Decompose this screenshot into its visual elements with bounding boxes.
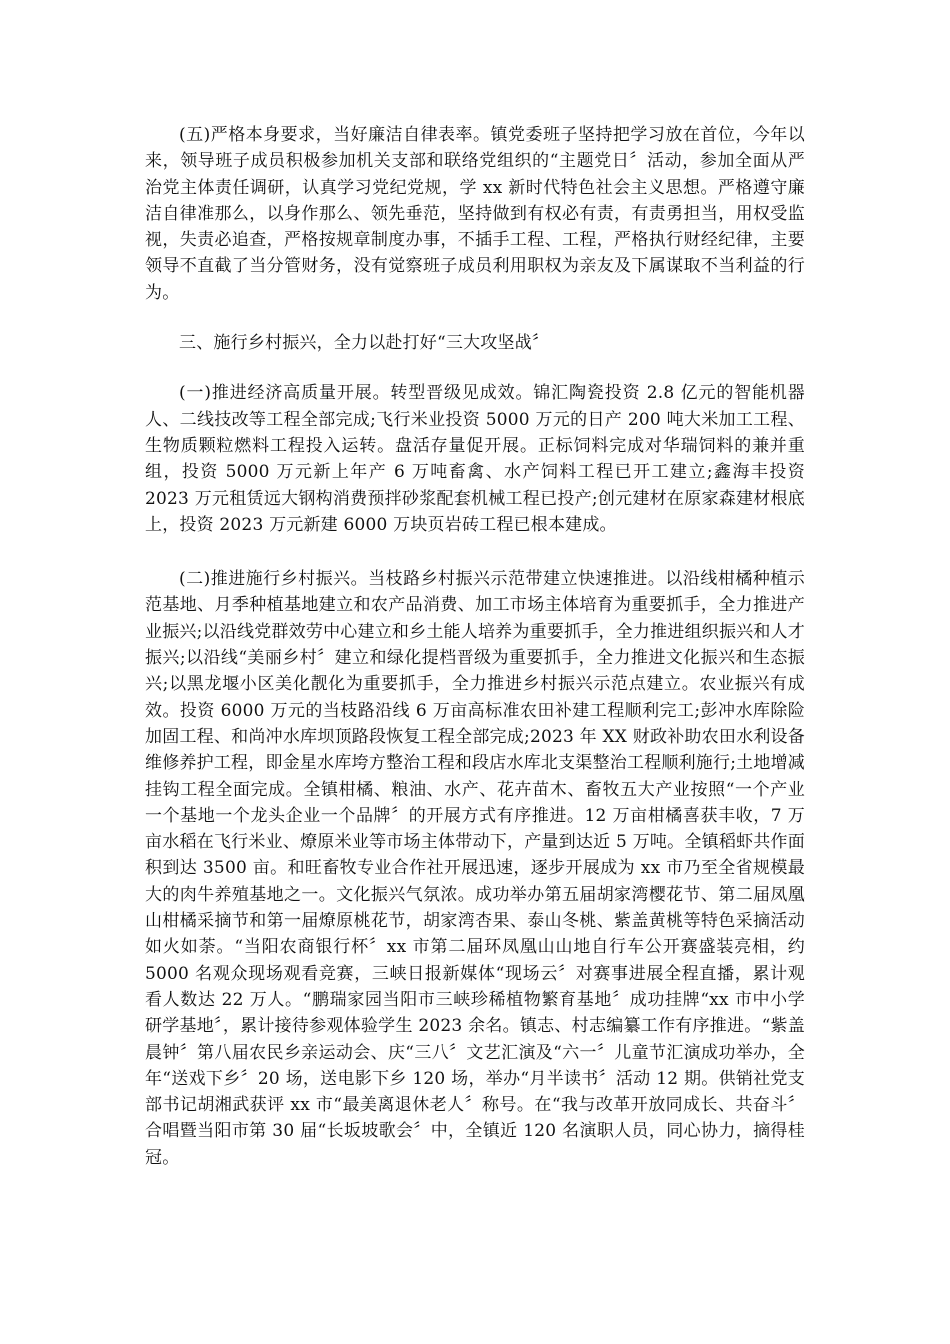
paragraph-rural-revitalization: (二)推进施行乡村振兴。当枝路乡村振兴示范带建立快速推进。以沿线柑橘种植示范基地、月季种植基地建立和农产品消费、加工市场主体培育为重要抓手，全力推进产业振兴;以沿线党群效劳中心建立和乡土能人培养为重要抓手，全力推进组织振兴和人才振兴;以沿线“美丽乡村〞建立和绿化提档晋级为重要抓手，全力推进文化振兴和生态振兴;以黑龙堰小区美化靓化为重要抓手，全力推进乡村振兴示范点建立。农业振兴有成效。投资 6000 万元的当枝路沿线 6 万亩高标准农田补建工程顺利完工;彭冲水库除险加固工程、和尚冲水库坝顶路段恢复工程全部完成;2023 年 XX 财政补助农田水利设备维修养护工程，即金星水库垮方整治工程和段店水库北支渠整治工程顺利施行;土地增减挂钩工程全面完成。全镇柑橘、粮油、水产、花卉苗木、畜牧五大产业按照“一个产业一个基地一个龙头企业一个品牌〞的开展方式有序推进。12 万亩柑橘喜获丰收，7 万亩水稻在飞行米业、燎原米业等市场主体带动下，产量到达近 5 万吨。全镇稻虾共作面积到达 3500 亩。和旺畜牧专业合作社开展迅速，逐步开展成为 xx 市乃至全省规模最大的肉牛养殖基地之一。文化振兴气氛浓。成功举办第五届胡家湾樱花节、第二届凤凰山柑橘采摘节和第一届燎原桃花节，胡家湾杏果、泰山冬桃、紫盖黄桃等特色采摘活动如火如荼。“当阳农商银行杯〞xx 市第二届环凤凰山山地自行车公开赛盛装亮相，约 5000 名观众现场观看竞赛，三峡日报新媒体“现场云〞对赛事进展全程直播，累计观看人数达 22 万人。“鹏瑞家园当阳市三峡珍稀植物繁育基地〞成功挂牌“xx 市中小学研学基地〞，累计接待参观体验学生 2023 余名。镇志、村志编纂工作有序推进。“紫盖晨钟〞第八届农民乡亲运动会、庆“三八〞文艺汇演及“六一〞儿童节汇演成功举办，全年“送戏下乡〞20 场，送电影下乡 120 场，举办“月半读书〞活动 12 期。供销社党支部书记胡湘武获评 xx 市“最美离退休老人〞称号。在“我与改革开放同成长、共奋斗〞合唱暨当阳市第 30 届“长坂坡歌会〞中，全镇近 120 名演职人员，同心协力，摘得桂冠。: [145, 569, 805, 1168]
document-body: [145, 122, 805, 1171]
paragraph-integrity: (五)严格本身要求，当好廉洁自律表率。镇党委班子坚持把学习放在首位，今年以来，领导班子成员积极参加机关支部和联络党组织的“主题党日〞活动，参加全面从严治党主体责任调研，认真学习党纪党规，学 xx 新时代特色社会主义思想。严格遵守廉洁自律准那么，以身作那么、领先垂范，坚持做到有权必有责，有责勇担当，用权受监视，失责必追查，严格按规章制度办事，不插手工程、工程，严格执行财经纪律，主要领导不直截了当分管财务，没有觉察班子成员利用职权为亲友及下属谋取不当利益的行为。: [145, 125, 805, 303]
paragraph-spacer: [145, 538, 805, 566]
paragraph-spacer: [145, 306, 805, 330]
paragraph-economy: (一)推进经济高质量开展。转型晋级见成效。锦汇陶瓷投资 2.8 亿元的智能机器人、二线技改等工程全部完成;飞行米业投资 5000 万元的日产 200 吨大米加工工程、生物质颗粒燃料工程投入运转。盘活存量促开展。正标饲料完成对华瑞饲料的兼并重组，投资 5000 万元新上年产 6 万吨畜禽、水产饲料工程已开工建立;鑫海丰投资 2023 万元租赁远大钢构消费预拌砂浆配套机械工程已投产;创元建材在原家森建材根底上，投资 2023 万元新建 6000 万块页岩砖工程已根本建成。: [145, 383, 805, 535]
paragraph-spacer: [145, 356, 805, 380]
section-heading: 三、施行乡村振兴，全力以赴打好“三大攻坚战〞: [179, 333, 550, 354]
